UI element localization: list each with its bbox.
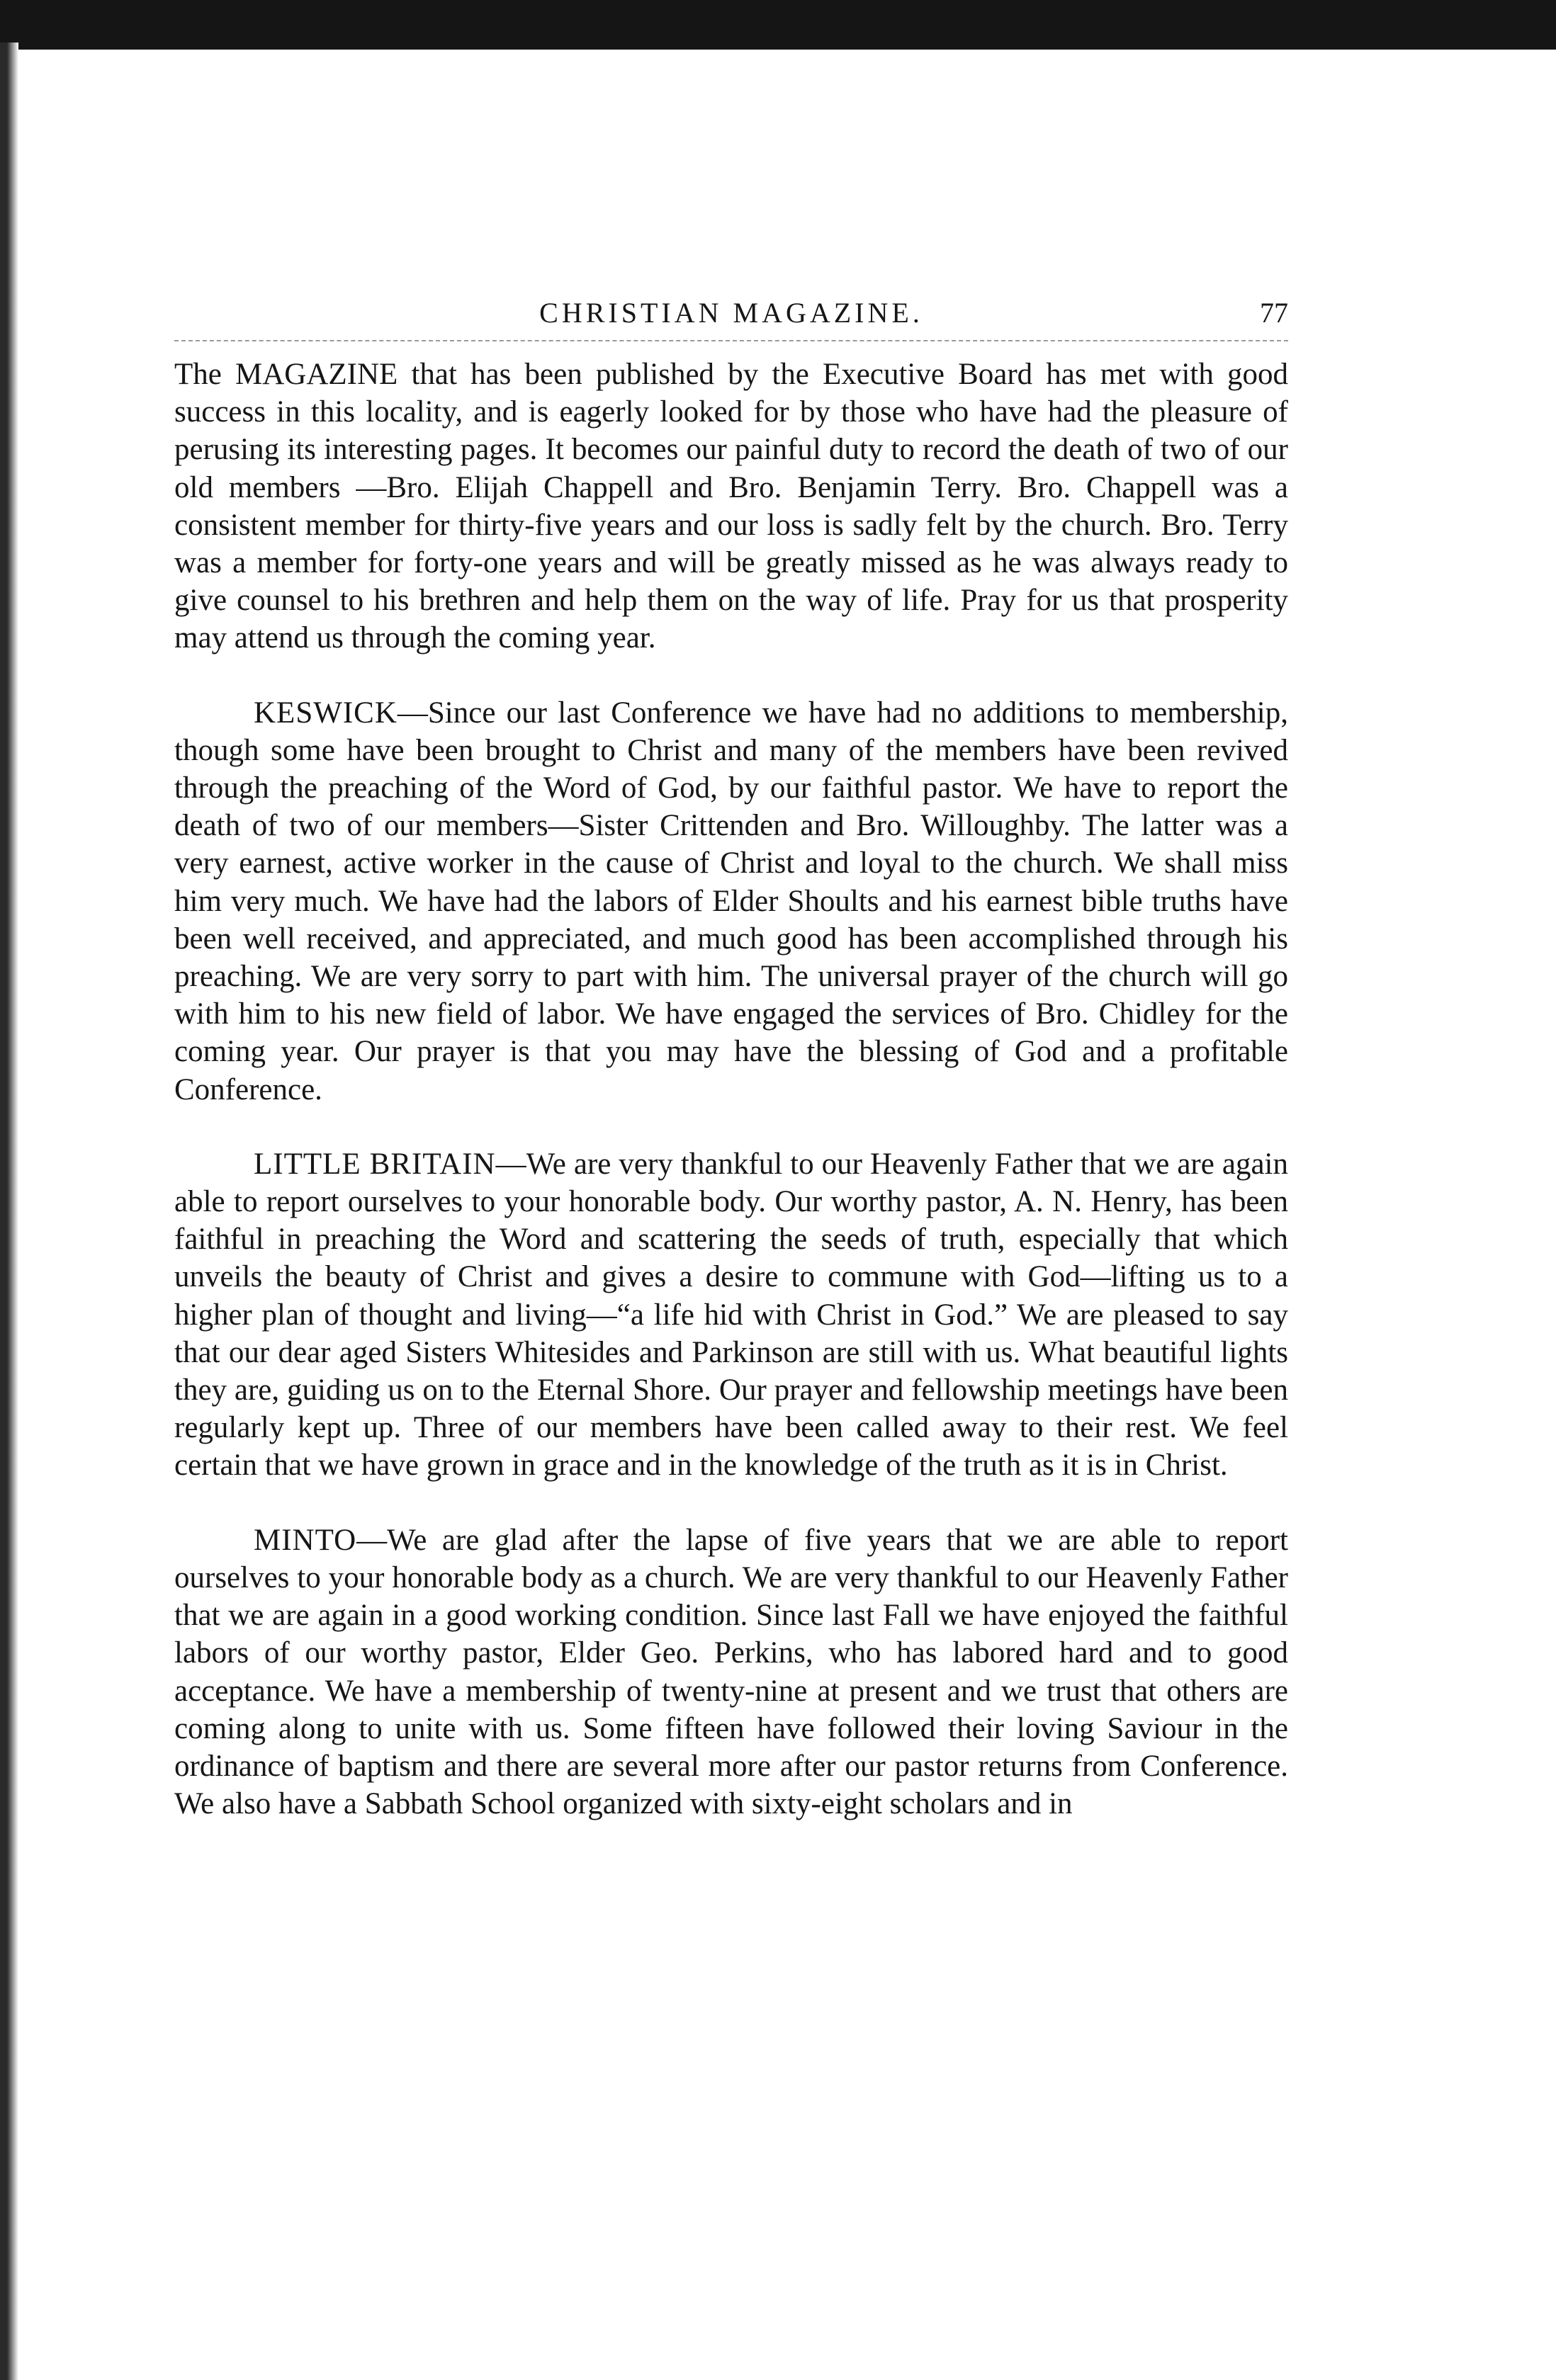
page-number: 77 (1260, 297, 1288, 329)
scan-left-edge (0, 42, 18, 2380)
scan-top-border (0, 0, 1556, 50)
paragraph-little-britain (174, 1145, 1288, 1485)
article-body (174, 356, 1288, 1823)
church-name-little-britain: LITTLE BRITAIN (254, 1147, 496, 1181)
paragraph-opening (174, 356, 1288, 657)
church-name-minto: MINTO (254, 1523, 357, 1557)
paragraph-text: —Since our last Conference we have had no additions to membership, though some have been brought to Christ and many of the members have been revived through the preaching of the Word of God, by our faithful pastor. We have to report the death of two of our members—Sister Crittenden and Bro. Willoughby. The latter was a very earnest, active worker in the cause of Christ and loyal to the church. We shall miss him very much. We have had the labors of Elder Shoults and his earnest bible truths have been well received, and appreciated, and much good has been accomplished through his preaching. We are very sorry to part with him. The universal prayer of the church will go with him to his new field of labor. We have engaged the services of Bro. Chidley for the coming year. Our prayer is that you may have the blessing of God and a profitable Conference. (174, 696, 1288, 1106)
paragraph-text: —We are glad after the lapse of five years that we are able to report ourselves to your honorable body as a church. We are very thankful to our Heavenly Father that we are again in a good working condition. Since last Fall we have enjoyed the faithful labors of our worthy pastor, Elder Geo. Perkins, who has labored hard and to good acceptance. We have a membership of twenty-nine at present and we trust that others are coming along to unite with us. Some fifteen have followed their loving Saviour in the ordinance of baptism and there are several more after our pastor returns from Conference. We also have a Sabbath School organized with sixty-eight scholars and in (174, 1523, 1288, 1821)
paragraph-text: —We are very thankful to our Heavenly Father that we are again able to report ourselves to your honorable body. Our worthy pastor, A. N. Henry, has been faithful in preaching the Word and scattering the seeds of truth, especially that which unveils the beauty of Christ and gives a desire to commune with God—lifting us to a higher plan of thought and living—“a life hid with Christ in God.” We are pleased to say that our dear aged Sisters Whitesides and Parkinson are still with us. What beautiful lights they are, guiding us on to the Eternal Shore. Our prayer and fellowship meetings have been regularly kept up. Three of our members have been called away to their rest. We feel certain that we have grown in grace and in the knowledge of the truth as it is in Christ. (174, 1147, 1288, 1483)
header-rule (174, 340, 1288, 341)
page-header (174, 292, 1288, 334)
paragraph-text: The MAGAZINE that has been published by the Executive Board has met with good success in this locality, and is eagerly looked for by those who have had the pleasure of perusing its interesting pages. It becomes our painful duty to record the death of two of our old members —Bro. Elijah Chappell and Bro. Benjamin Terry. Bro. Chappell was a consistent member for thirty-five years and our loss is sadly felt by the church. Bro. Terry was a member for forty-one years and will be greatly missed as he was always ready to give counsel to his brethren and help them on the way of life. Pray for us that prosperity may attend us through the coming year. (174, 358, 1288, 655)
church-name-keswick: KESWICK (254, 696, 398, 730)
paragraph-keswick (174, 694, 1288, 1109)
paragraph-minto (174, 1522, 1288, 1823)
running-title: CHRISTIAN MAGAZINE. (539, 297, 923, 329)
